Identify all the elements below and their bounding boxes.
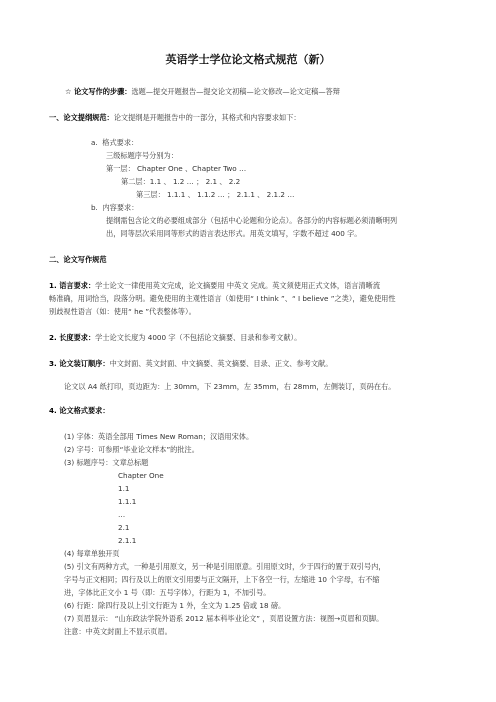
format-item: (1) 字体：英语全部用 Times New Roman；汉语用宋体。 [64, 432, 254, 441]
binding-order-text: 中文封面、英文封面、中文摘要、英文摘要、目录、正文、参考文献。 [109, 359, 333, 368]
format-item: 注意：中英文封面上不显示页眉。 [64, 627, 172, 636]
outline-example-line: Chapter One [118, 471, 164, 480]
outline-spec-heading [49, 113, 301, 122]
language-req [49, 281, 380, 290]
paper-margin-note: 论文以 A4 纸打印，页边距为：上 30mm，下 23mm，左 35mm，右 28mm，左侧装订，页码在右。 [64, 382, 396, 391]
format-item: (6) 行距：除四行及以上引文行距为 1 外，全文为 1.25 倍或 18 磅。 [64, 601, 286, 610]
format-item: (4) 每章单独开页 [64, 549, 120, 558]
outline-example-line: 1.1 [118, 484, 130, 493]
format-req-label: 格式要求： [102, 138, 139, 147]
outline-example-line: 2.1.1 [118, 536, 137, 545]
s1-text: 论文提纲是开题报告中的一部分，其格式和内容要求如下： [113, 113, 301, 122]
binding-order [49, 359, 332, 368]
outline-example-line: 1.1.1 [118, 497, 137, 506]
content-req-marker: b. [91, 203, 98, 212]
format-item: (7) 页眉显示： “山东政法学院外语系 2012 届本科毕业论文” ，页眉设置方法：视图→页眉和页脚。 [64, 614, 384, 623]
s1-label: 一、论文提纲规范： [49, 113, 114, 122]
steps-text: 选题—提交开题报告—提交论文初稿—论文修改—论文定稿—答辩 [131, 87, 340, 96]
language-req-label: 1. 语言要求： [49, 281, 96, 290]
format-req-line: 三级标题序号分别为： [106, 151, 178, 160]
writing-spec-heading: 二、论文写作规范 [49, 255, 107, 264]
format-req-heading [91, 138, 138, 147]
content-req-line: 出，同等层次采用同等形式的语言表达形式。用英文填写，字数不超过 400 字。 [106, 229, 362, 238]
format-item: 字号与正文相同；四行及以上的原文引用要与正文隔开，上下各空一行，左缩进 10 个字母，右不缩 [64, 575, 380, 584]
content-req-heading [91, 203, 138, 212]
binding-order-label: 3. 论文装订顺序： [49, 359, 110, 368]
format-req-marker: a. [91, 138, 98, 147]
format-req-line: 第二层：1.1 、 1.2 … ； 2.1 、 2.2 [121, 177, 241, 186]
writing-steps [65, 87, 340, 96]
outline-example-line: … [118, 510, 126, 519]
language-req-line: 别歧视性语言（如：使用“ he ”代表整体等）。 [49, 307, 196, 316]
outline-example-line: 2.1 [118, 523, 130, 532]
format-req-section-heading: 4. 论文格式要求： [49, 406, 110, 415]
length-req-text: 学士论文长度为 4000 字（不包括论文摘要、目录和参考文献）。 [95, 333, 302, 342]
length-req [49, 333, 301, 342]
document-title: 英语学士学位论文格式规范（新） [165, 53, 331, 66]
content-req-label: 内容要求： [102, 203, 139, 212]
format-req-line: 第一层： Chapter One 、Chapter Two … [106, 164, 247, 173]
steps-label: ☆ 论文写作的步骤： [65, 87, 132, 96]
format-item: (3) 标题序号：文章总标题 [64, 458, 149, 467]
content-req-line: 提纲需包含论文的必要组成部分（包括中心论题和分论点）。各部分的内容标题必须清晰明列 [106, 216, 398, 225]
format-item: 进，字体比正文小 1 号（即：五号字体），行距为 1，不加引号。 [64, 588, 271, 597]
format-req-line: 第三层： 1.1.1 、 1.1.2 … ； 2.1.1 、 2.1.2 … [136, 190, 295, 199]
language-req-line: 畅准确，用词恰当，段落分明。避免使用的主观性语言（如使用“ I think ”、“ I believe ”之类），避免使用性 [49, 294, 396, 303]
format-item: (2) 字号：可参照“毕业论文样本”的批注。 [64, 445, 199, 454]
language-req-line: 学士论文一律使用英文完成，论文摘要用 中英文 完成。英文须使用正式文体，语言清晰流 [95, 281, 381, 290]
format-item: (5) 引文有两种方式，一种是引用原文，另一种是引用原意。引用原文时，少于四行的置于双引号内， [64, 562, 386, 571]
length-req-label: 2. 长度要求： [49, 333, 96, 342]
